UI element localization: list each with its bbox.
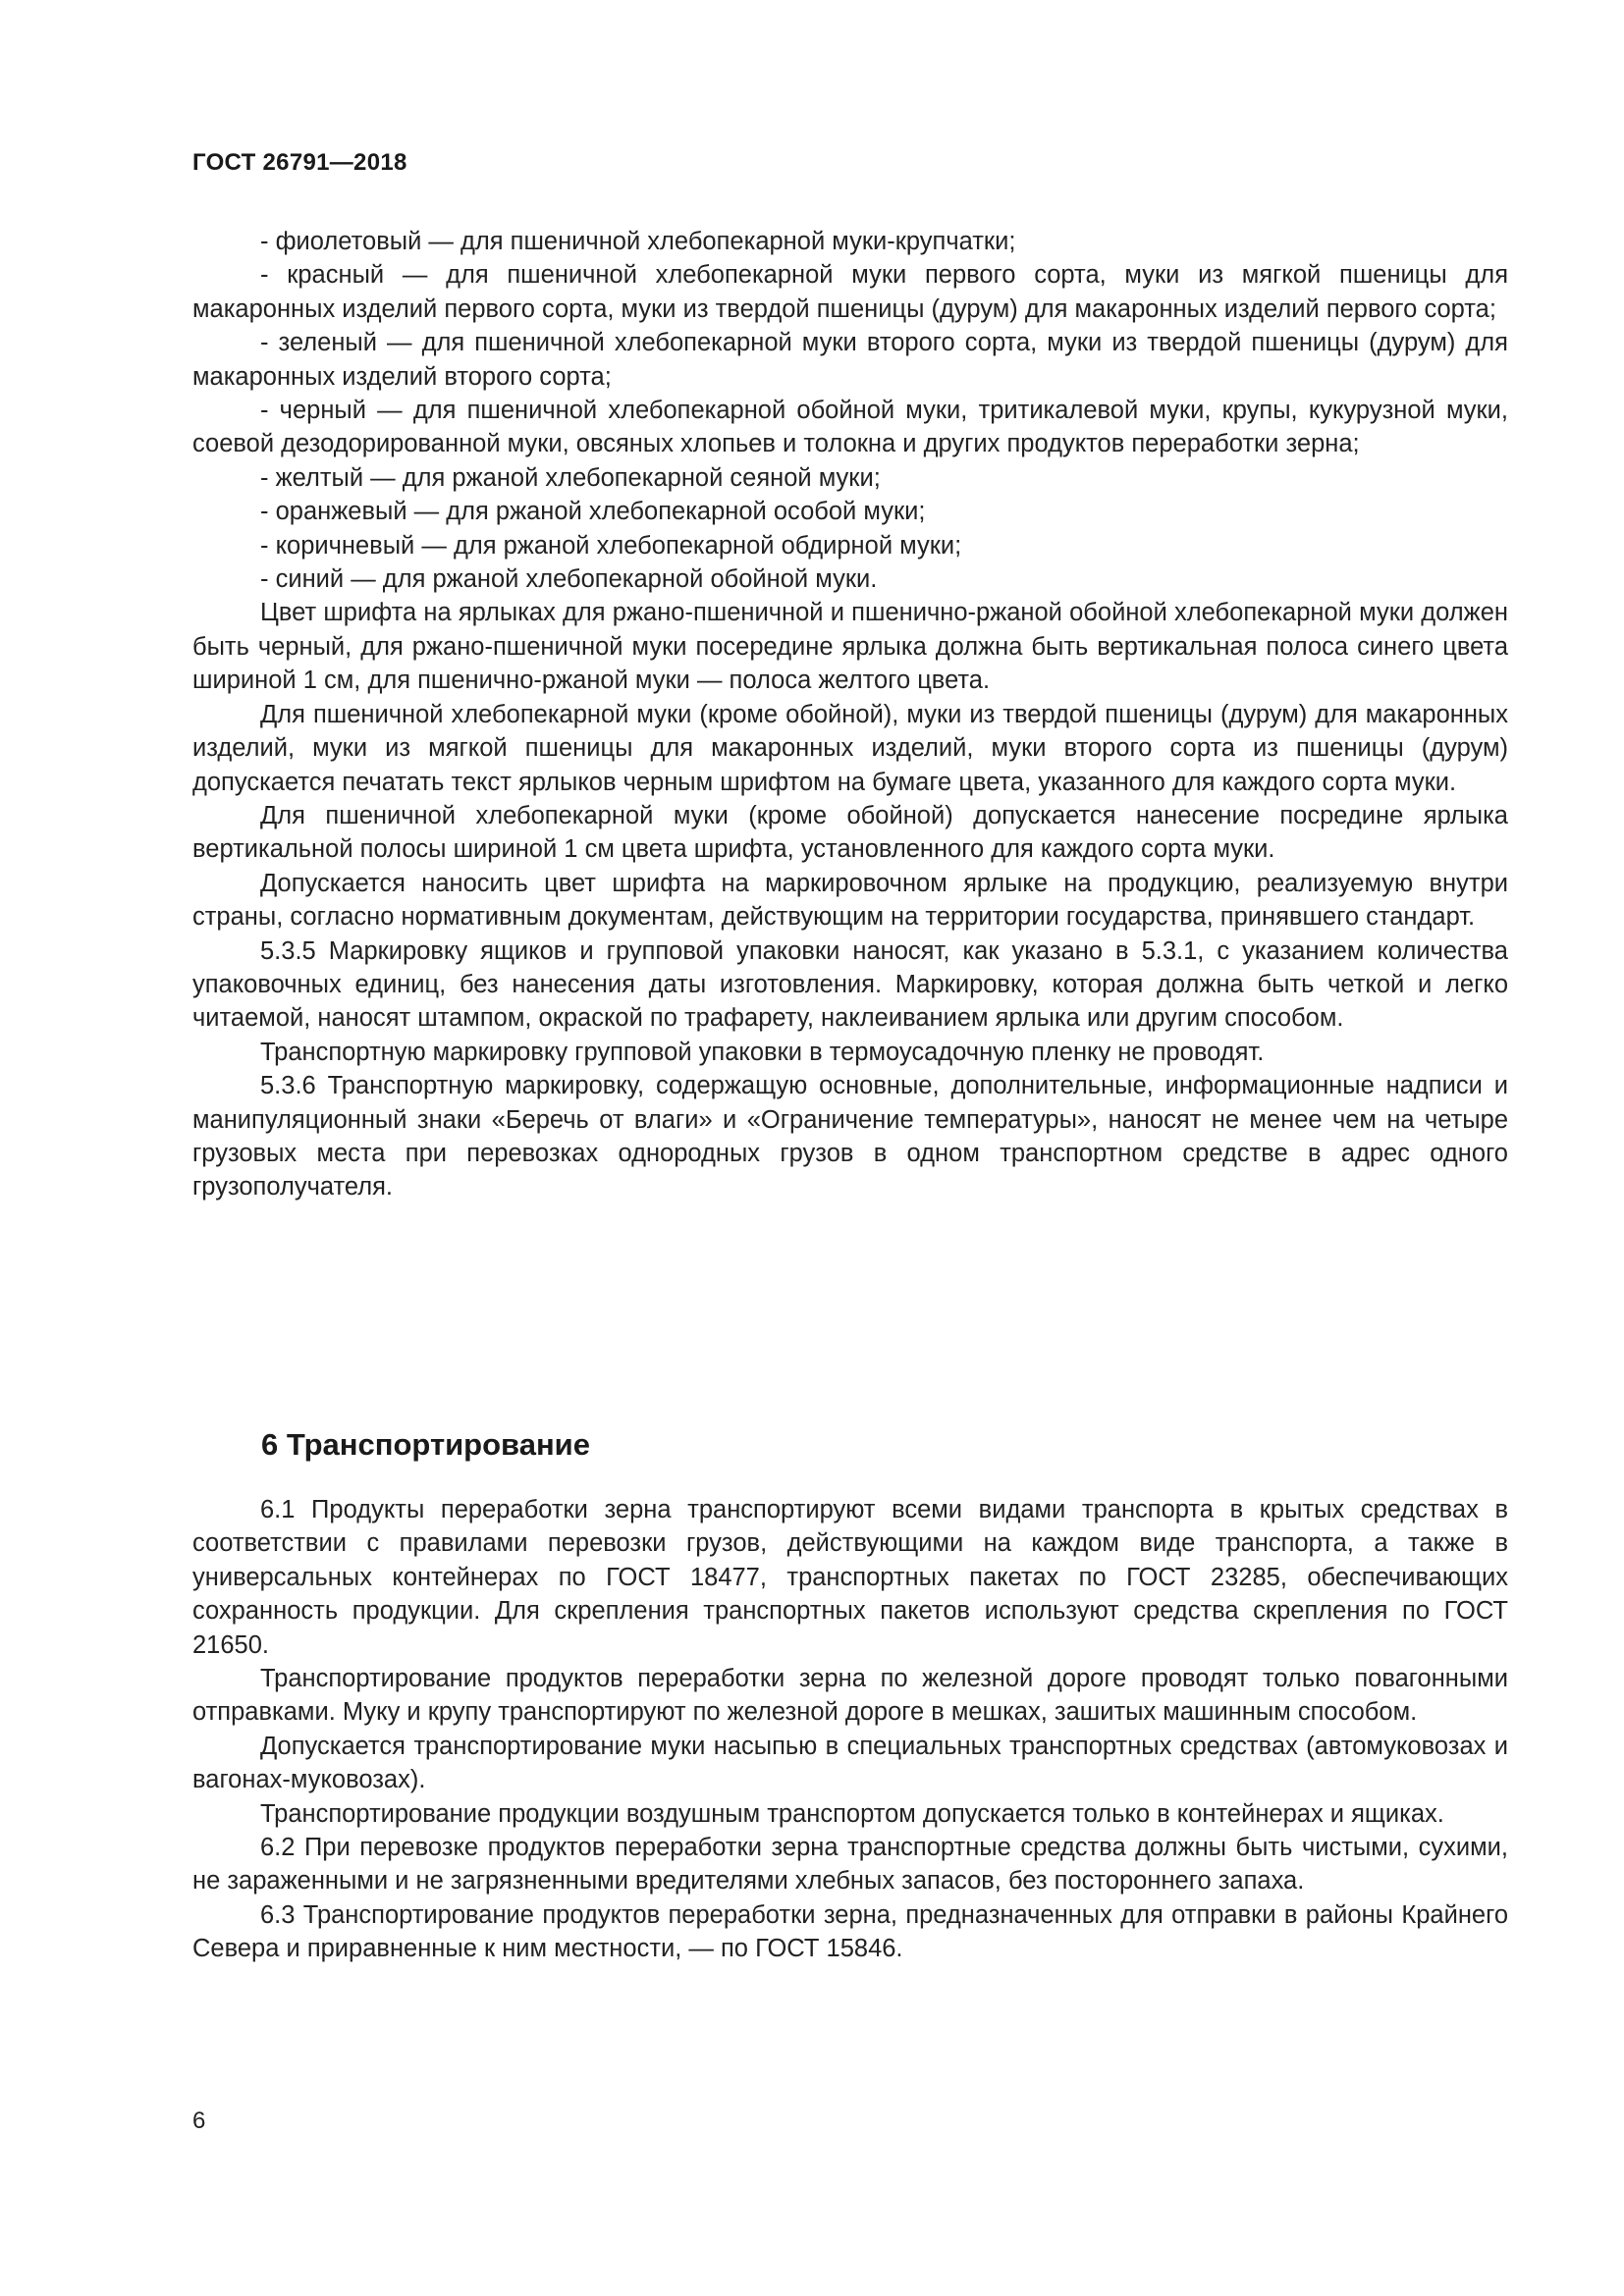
paragraph: Для пшеничной хлебопекарной муки (кроме обойной) допускается нанесение посредине ярлыка вертикальной полосы шириной 1 см цвета шрифта, установленного для каждого сорта муки. bbox=[192, 801, 1508, 864]
document-header: ГОСТ 26791—2018 bbox=[192, 149, 407, 176]
paragraph: Для пшеничной хлебопекарной муки (кроме обойной), муки из твердой пшеницы (дурум) для макаронных изделий, муки из мягкой пшеницы для макаронных изделий, муки второго сорта из пшеницы (дурум) допускается печатать текст ярлыков черным шрифтом на бумаге цвета, указанного для каждого сорта муки. bbox=[192, 700, 1508, 796]
paragraph: - черный — для пшеничной хлебопекарной обойной муки, тритикалевой муки, крупы, кукурузной муки, соевой дезодорированной муки, овсяных хлопьев и толокна и других продуктов переработки зерна; bbox=[192, 397, 1508, 458]
paragraph: - оранжевый — для ржаной хлебопекарной особой муки; bbox=[260, 498, 926, 526]
paragraph: Транспортную маркировку групповой упаковки в термоусадочную пленку не проводят. bbox=[260, 1038, 1265, 1066]
paragraph: - красный — для пшеничной хлебопекарной муки первого сорта, муки из мягкой пшеницы для макаронных изделий первого сорта, муки из твердой пшеницы (дурум) для макаронных изделий первого сорта; bbox=[192, 261, 1508, 323]
paragraph: - синий — для ржаной хлебопекарной обойной муки. bbox=[260, 565, 878, 594]
paragraph: 5.3.6 Транспортную маркировку, содержащую основные, дополнительные, информационные надписи и манипуляционный знаки «Беречь от влаги» и «Ограничение температуры», наносят не менее чем на четыре грузовых места при перевозках однородных грузов в одном транспортном средстве в адрес одного грузополучателя. bbox=[192, 1072, 1508, 1201]
page-number: 6 bbox=[192, 2108, 206, 2134]
paragraph: Транспортирование продуктов переработки зерна по железной дороге проводят только повагонными отправками. Муку и крупу транспортируют по железной дороге в мешках, зашитых машинным способом. bbox=[192, 1665, 1508, 1727]
paragraph: - фиолетовый — для пшеничной хлебопекарной муки-крупчатки; bbox=[260, 228, 1016, 255]
paragraph: 6.3 Транспортирование продуктов переработки зерна, предназначенных для отправки в районы Крайнего Севера и приравненные к ним местности, — по ГОСТ 15846. bbox=[192, 1900, 1508, 1963]
paragraph: Допускается транспортирование муки насыпью в специальных транспортных средствах (автомуковозах и вагонах-муковозах). bbox=[192, 1732, 1508, 1794]
paragraph: - желтый — для ржаной хлебопекарной сеяной муки; bbox=[260, 463, 881, 492]
paragraph: 5.3.5 Маркировку ящиков и групповой упаковки наносят, как указано в 5.3.1, с указанием количества упаковочных единиц, без нанесения даты изготовления. Маркировку, которая должна быть четкой и легко читаемой, наносят штампом, окраской по трафарету, наклеиванием ярлыка или другим способом. bbox=[192, 936, 1508, 1033]
paragraph: Цвет шрифта на ярлыках для ржано-пшеничной и пшенично-ржаной обойной хлебопекарной муки должен быть черный, для ржано-пшеничной муки посередине ярлыка должна быть вертикальная полоса синего цвета шириной 1 см, для пшенично-ржаной муки — полоса желтого цвета. bbox=[192, 599, 1508, 695]
paragraph: Транспортирование продукции воздушным транспортом допускается только в контейнерах и ящиках. bbox=[260, 1799, 1444, 1828]
paragraph: - зеленый — для пшеничной хлебопекарной муки второго сорта, муки из твердой пшеницы (дурум) для макаронных изделий второго сорта; bbox=[192, 329, 1508, 391]
section-body-text bbox=[192, 1493, 1508, 1966]
paragraph: 6.2 При перевозке продуктов переработки зерна транспортные средства должны быть чистыми, сухими, не зараженными и не загрязненными вредителями хлебных запасов, без постороннего запаха. bbox=[192, 1834, 1508, 1896]
section-heading: 6 Транспортирование bbox=[261, 1427, 590, 1462]
paragraph: - коричневый — для ржаной хлебопекарной обдирной муки; bbox=[260, 531, 962, 560]
paragraph: 6.1 Продукты переработки зерна транспортируют всеми видами транспорта в крытых средствах в соответствии с правилами перевозки грузов, действующими на каждом виде транспорта, а также в универсальных контейнерах по ГОСТ 18477, транспортных пакетах по ГОСТ 23285, обеспечивающих сохранность продукции. Для скрепления транспортных пакетов используют средства скрепления по ГОСТ 21650. bbox=[192, 1496, 1508, 1659]
body-text bbox=[192, 225, 1508, 1204]
paragraph: Допускается наносить цвет шрифта на маркировочном ярлыке на продукцию, реализуемую внутри страны, согласно нормативным документам, действующим на территории государства, принявшего стандарт. bbox=[192, 869, 1508, 932]
